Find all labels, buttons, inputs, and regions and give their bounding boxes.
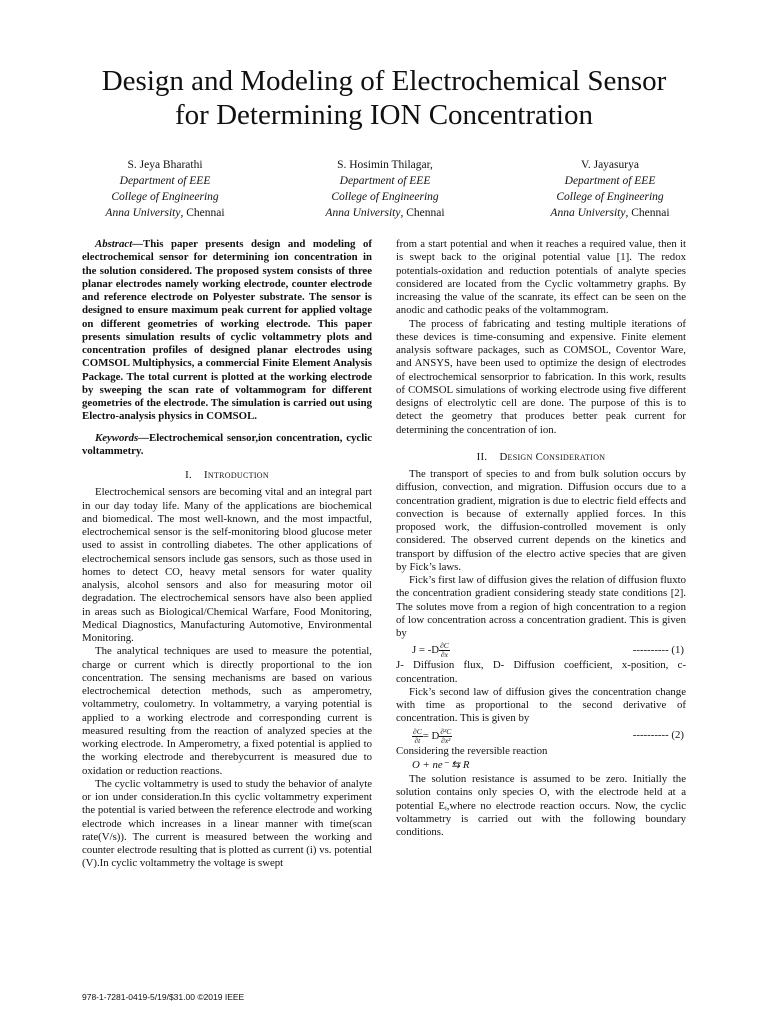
author-dept: Department of EEE bbox=[339, 175, 431, 187]
author-2 bbox=[285, 157, 485, 221]
keywords: Keywords—Electrochemical sensor,ion concentration, cyclic voltammetry. bbox=[82, 431, 372, 457]
right-column bbox=[396, 238, 686, 839]
author-3 bbox=[510, 157, 710, 221]
author-dept: Department of EEE bbox=[119, 175, 211, 187]
paragraph: from a start potential and when it reaches a required value, then it is swept back to the original potential value [1]. The redox potentials-oxidation and reduction potentials of analyte species considered are located from the Cyclic voltammetry graphs. By increasing the value of the scanrate, its effect can be seen on the anodic and cathodic peaks of the voltammogram. bbox=[396, 238, 686, 317]
equation-number: ---------- (1) bbox=[632, 644, 684, 657]
equation-description: J- Diffusion flux, D- Diffusion coefficient, x-position, c-concentration. bbox=[396, 659, 686, 685]
equation-1: J = -D $\frac{\partial C}{\partial x}$ ---------- (1) bbox=[412, 641, 684, 660]
paragraph: The transport of species to and from bulk solution occurs by diffusion, convection, and migration. Diffusion occurs due to a concentration gradient, migration is due to electric field effects and convection is because of externally applied forces. In this proposed work, the diffusion-controlled movement is only considered. The observed current depends on the kinetics and transport by diffusion of the electro active species that are given by Fick’s laws. bbox=[396, 468, 687, 573]
author-dept: Department of EEE bbox=[564, 175, 656, 187]
author-college: College of Engineering bbox=[331, 191, 439, 203]
author-college: College of Engineering bbox=[111, 191, 219, 203]
paragraph: The solution resistance is assumed to be zero. Initially the solution contains only species O, with the electrode held at a potential Eᵢ,where no electrode reaction occurs. Now, the cyclic voltammetry is carried out with the following boundary conditions. bbox=[396, 773, 686, 838]
equation-number: ---------- (2) bbox=[632, 729, 684, 742]
section-heading-introduction: I. Introduction bbox=[185, 469, 269, 481]
reaction-equation: O + ne⁻ ⇆ R bbox=[412, 758, 470, 771]
author-affiliation: Anna University, Chennai bbox=[325, 207, 445, 219]
author-affiliation: Anna University, Chennai bbox=[550, 207, 670, 219]
left-column bbox=[82, 238, 372, 871]
title-line-2: for Determining ION Concentration bbox=[175, 99, 593, 131]
paragraph: The cyclic voltammetry is used to study the behavior of analyte or ion under consideration.In this cyclic voltammetry experiment the potential is varied between the reference electrode and working electrode which increases in a linear manner with time(scan rate(V/s)). The current is measured between the working and counter electrode resulting that is plotted as current (i) vs. potential (V).In cyclic voltammetry the voltage is swept bbox=[82, 777, 372, 870]
equation-2: $\frac{\partial C}{\partial t}$ = D $\frac{\text{∂²C}}{\text{∂x²}}$ ---------- (2) bbox=[413, 726, 684, 745]
abstract: Abstract—This paper presents design and modeling of electrochemical sensor for determining ion concentration in the solution considered. The proposed system consists of three planar electrodes namely working electrode, counter electrode and reference electrode on Polyester substrate. The sensor is designed to ensure maximum peak current for applied voltage on different geometries of working electrode. This paper presents simulation results of cyclic voltammetry plots and concentration profiles of designed planar electrodes using COMSOL Multiphysics, a commercial Finite Element Analysis Package. The total current is plotted at the working electrode by sweeping the scan rate of voltammogram for different geometries of the electrode. The simulation is carried out using Electro-analysis physics in COMSOL. bbox=[82, 238, 372, 423]
copyright-footer: 978-1-7281-0419-5/19/$31.00 ©2019 IEEE bbox=[82, 992, 245, 1002]
title-line-1: Design and Modeling of Electrochemical Sensor bbox=[101, 65, 667, 97]
author-name: S. Hosimin Thilagar, bbox=[337, 159, 433, 171]
paragraph: Fick’s first law of diffusion gives the relation of diffusion fluxto the concentration gradient considering steady state conditions [2]. The solutes move from a region of high concentration to a region of low concentration across a concentration gradient. This is given by bbox=[396, 574, 686, 639]
section-heading-design: II. Design Consideration bbox=[476, 450, 606, 463]
paper-title bbox=[40, 64, 728, 132]
paragraph: Fick’s second law of diffusion gives the concentration change with time as proportional to the second derivative of concentration. This is given by bbox=[396, 685, 686, 725]
author-name: S. Jeya Bharathi bbox=[127, 159, 203, 171]
paragraph: The analytical techniques are used to measure the potential, charge or current which is directly proportional to the ion concentration. The sensing mechanisms are based on various electrochemical detection methods, such as amperometry, voltammetry, coulometry. In voltammetry, a varying potential is applied to a working electrode and corresponding current is measured resulting from the reaction of analyzed species at the working electrode. In Amperometry, a fixed potential is applied to the working electrode and therebycurrent is measured due to oxidation or reduction reactions. bbox=[82, 645, 372, 777]
author-name: V. Jayasurya bbox=[581, 159, 639, 171]
paragraph: Electrochemical sensors are becoming vital and an integral part in our day today life. Many of the applications are biochemical and biomedical. The most well-known, and the most impactful, electrochemical sensor is the self-monitoring blood glucose meter used to assist in controlling diabetes. The other applications of electrochemical sensors include gas sensors, such as those used in homes to detect CO, heavy metal sensors for water quality analysis, alcohol sensors and also for measuring motor oil degradation. The electrochemical sensors have also been applied in areas such as Biological/Chemical Warfare, Food Monitoring, Medical Diagnostics, Manufacturing Automotive, Environmental Monitoring. bbox=[82, 486, 372, 644]
author-1 bbox=[65, 157, 265, 221]
author-college: College of Engineering bbox=[556, 191, 664, 203]
paragraph: The process of fabricating and testing multiple iterations of these devices is time-consuming and expensive. Finite element analysis software packages, such as COMSOL, Coventor Ware, and ANSYS, have been used to optimize the design of electrodes of electrochemical sensorprior to fabrication. In this work, results of COMSOL simulations of working electrode using five different designs of electrolytic cell are done. The purpose of this is to detect the geometry that produces better peak current for determining the concentration of ion. bbox=[396, 317, 686, 436]
paragraph: Considering the reversible reaction bbox=[396, 744, 548, 757]
author-affiliation: Anna University, Chennai bbox=[105, 207, 225, 219]
